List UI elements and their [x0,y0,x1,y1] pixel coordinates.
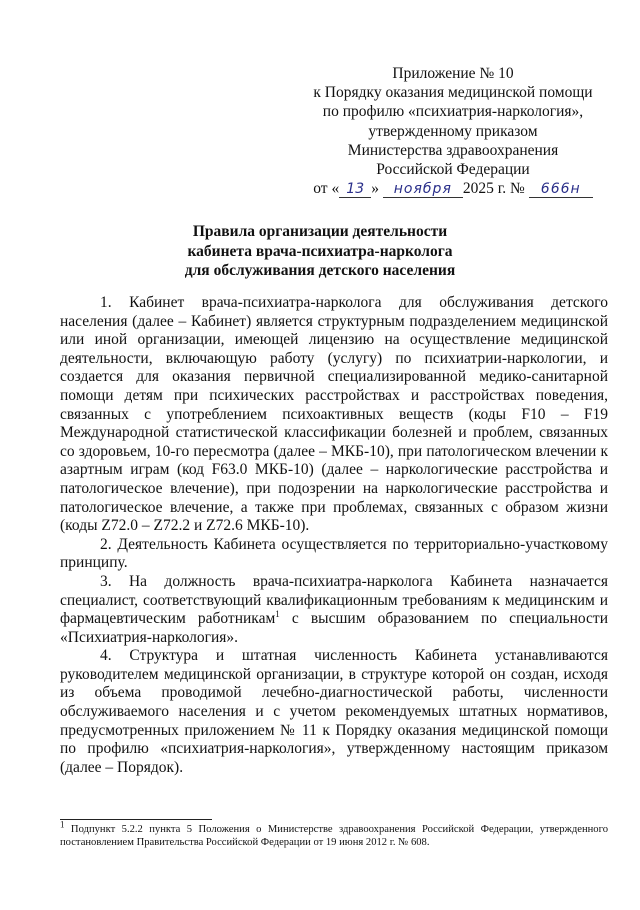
handwritten-month: ноября [383,181,463,198]
footnote-divider [60,819,212,820]
document-body [60,294,608,777]
attachment-line: к Порядку оказания медицинской помощи [313,84,593,102]
title-line: Правила организации деятельности [192,223,448,240]
handwritten-day: 13 [339,181,371,198]
attachment-header [300,64,606,198]
paragraph-3-text-end: с высшим образованием по специальности «Психиатрия-наркология». [60,610,608,646]
paragraph-4: 4. Структура и штатная численность Кабинета устанавливаются руководителем медицинской организации, в структуре которой он создан, исходя из объема проводимой лечебно-диагностической работы, численности обслуживаемого населения и с учетом рекомендуемых штатных нормативов, предусмотренных приложением № 11 к Порядку оказания медицинской помощи по профилю «психиатрия-наркология», утвержденному настоящим приказом (далее – Порядок). [60,647,608,776]
attachment-line: по профилю «психиатрия-наркология», [322,103,584,121]
attachment-line: Министерства здравоохранения [347,141,559,159]
paragraph-3-text: 3. На должность врача-психиатра-нарколога Кабинета назначается специалист, соответствующий квалификационным требованиям к медицинским и фармацевтическим работникам [60,572,608,628]
date-quote: » [371,180,379,198]
paragraph-3 [60,573,608,647]
handwritten-order-number: 666н [529,181,593,198]
title-line: кабинета врача-психиатра-нарколога [187,242,453,260]
document-title [110,222,530,281]
footnote-text: Подпункт 5.2.2 пункта 5 Положения о Министерстве здравоохранения Российской Федерации, утвержденного постановлением Правительства Российской Федерации от 19 июня 2012 г. № 608. [60,824,608,849]
date-year: 2025 г. № [462,180,525,198]
footnote-mark: 1 [60,819,65,830]
attachment-line: Российской Федерации [376,161,530,179]
footnote-reference: 1 [275,608,280,619]
date-prefix: от « [313,180,340,198]
order-date-line [300,179,606,198]
footnote [60,819,608,850]
paragraph-1: 1. Кабинет врача-психиатра-нарколога для обслуживания детского населения (далее – Кабинет) является структурным подразделением медицинской или иной организации, имеющей лицензию на осуществление медицинской деятельности, включающую работу (услугу) по психиатрии-наркологии, и создается для оказания первичной специализированной медико-санитарной помощи детям при психических расстройствах и расстройствах поведения, связанных с употреблением психоактивных веществ (коды F10 – F19 Международной статистической классификации болезней и проблем, связанных со здоровьем, 10-го пересмотра (далее – МКБ-10), при патологическом влечении к азартным играм (код F63.0 МКБ-10) (далее – наркологические расстройства и патологическое влечение), при подозрении на наркологические расстройства и патологическое влечение, а также при проблемах, связанных с образом жизни (коды Z72.0 – Z72.2 и Z72.6 МКБ-10). [60,294,608,535]
title-line: для обслуживания детского населения [184,262,456,279]
attachment-line: Приложение № 10 [392,65,514,82]
paragraph-2: 2. Деятельность Кабинета осуществляется по территориально-участковому принципу. [60,535,608,572]
attachment-line: утвержденному приказом [368,122,538,140]
